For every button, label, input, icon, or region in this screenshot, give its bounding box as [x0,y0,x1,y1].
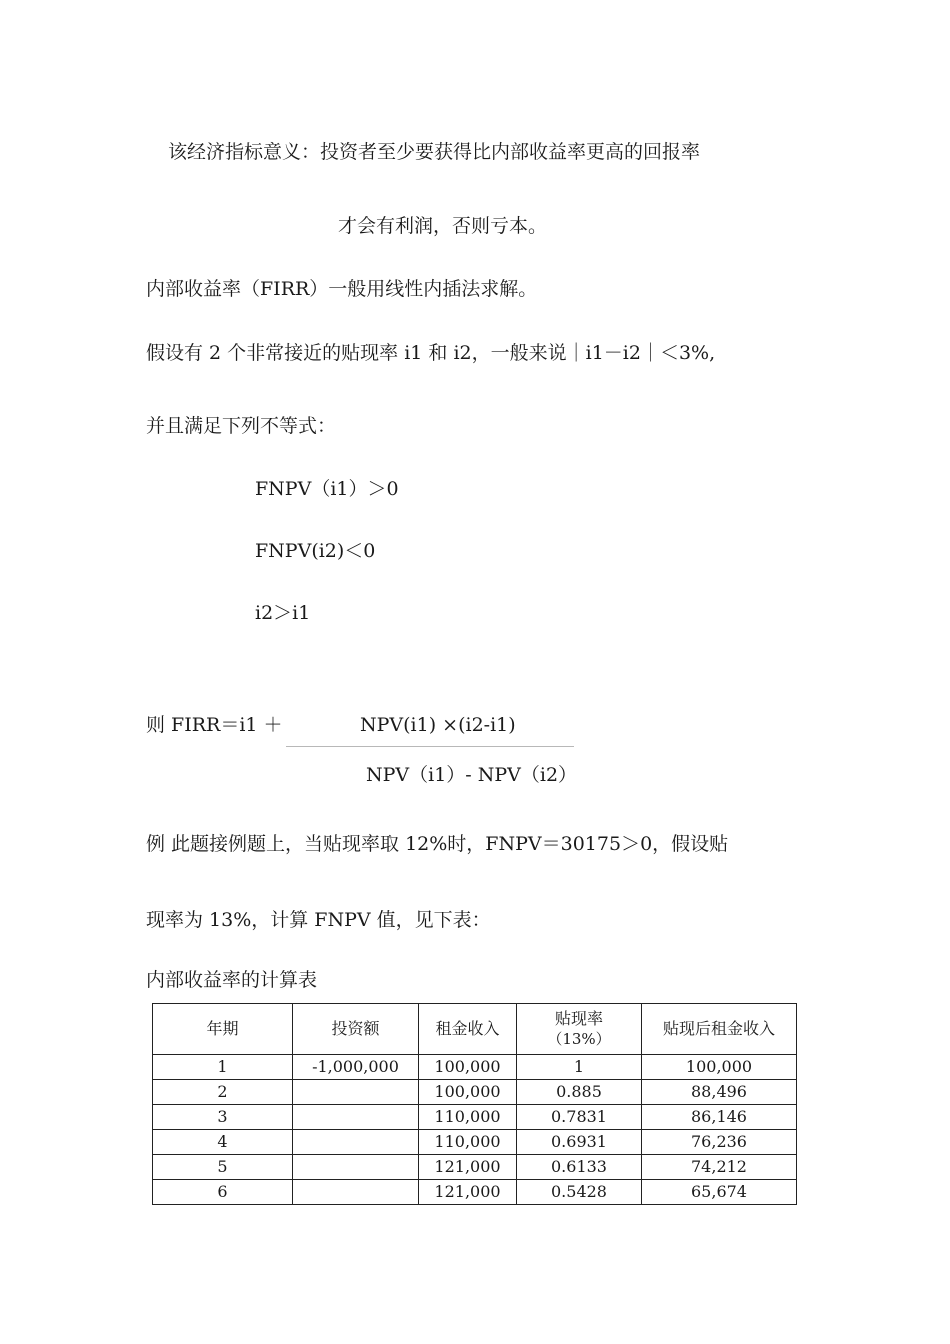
paragraph-assumption-line2: 并且满足下列不等式： [146,415,337,437]
table-row [153,1180,797,1205]
cell-rent: 121,000 [419,1180,517,1205]
header-investment: 投资额 [293,1004,419,1055]
cell-rent: 100,000 [419,1080,517,1105]
cell-investment [293,1180,419,1205]
table-row [153,1155,797,1180]
table-title: 内部收益率的计算表 [146,969,318,991]
table-header-row [153,1004,797,1055]
cell-discounted: 88,496 [642,1080,797,1105]
cell-rate: 1 [517,1055,642,1080]
table-row [153,1130,797,1155]
table-row [153,1080,797,1105]
paragraph-firr-method: 内部收益率（FIRR）一般用线性内插法求解。 [146,278,538,300]
cell-rate: 0.6133 [517,1155,642,1180]
paragraph-assumption-line1: 假设有 2 个非常接近的贴现率 i1 和 i2，一般来说｜i1－i2｜＜3%, [146,342,716,364]
cell-year: 1 [153,1055,293,1080]
cell-investment: -1,000,000 [293,1055,419,1080]
paragraph-example-line2: 现率为 13%，计算 FNPV 值，见下表： [146,909,491,931]
paragraph-example-line1: 例 此题接例题上，当贴现率取 12%时，FNPV＝30175＞0，假设贴 [146,833,729,855]
cell-rent: 110,000 [419,1105,517,1130]
condition-fnpv-i1: FNPV（i1）＞0 [255,478,399,500]
header-year: 年期 [153,1004,293,1055]
irr-calculation-table [152,1003,797,1205]
cell-year: 2 [153,1080,293,1105]
table-row [153,1105,797,1130]
header-rate [517,1004,642,1055]
table-row [153,1055,797,1080]
cell-rent: 100,000 [419,1055,517,1080]
cell-discounted: 76,236 [642,1130,797,1155]
paragraph-meaning-line2: 才会有利润，否则亏本。 [338,215,548,237]
cell-investment [293,1130,419,1155]
condition-i2-gt-i1: i2＞i1 [255,602,311,624]
cell-discounted: 86,146 [642,1105,797,1130]
header-rate-label: 贴现率 [554,1009,603,1028]
cell-investment [293,1155,419,1180]
cell-rate: 0.5428 [517,1180,642,1205]
formula-denominator: NPV（i1）- NPV（i2） [366,764,578,786]
header-rent: 租金收入 [419,1004,517,1055]
cell-investment [293,1080,419,1105]
condition-fnpv-i2: FNPV(i2)＜0 [255,540,376,562]
cell-discounted: 65,674 [642,1180,797,1205]
formula-numerator: NPV(i1) ×(i2-i1) [360,714,516,736]
cell-rent: 110,000 [419,1130,517,1155]
cell-rate: 0.7831 [517,1105,642,1130]
header-rate-sub: （13%） [547,1030,611,1048]
cell-rate: 0.6931 [517,1130,642,1155]
cell-rate: 0.885 [517,1080,642,1105]
cell-discounted: 74,212 [642,1155,797,1180]
paragraph-meaning-line1: 该经济指标意义：投资者至少要获得比内部收益率更高的回报率 [168,141,701,163]
cell-discounted: 100,000 [642,1055,797,1080]
cell-year: 3 [153,1105,293,1130]
cell-investment [293,1105,419,1130]
formula-lhs: 则 FIRR＝i1 ＋ [146,714,283,736]
cell-year: 4 [153,1130,293,1155]
fraction-bar [286,746,574,747]
header-discounted: 贴现后租金收入 [642,1004,797,1055]
cell-rent: 121,000 [419,1155,517,1180]
cell-year: 6 [153,1180,293,1205]
cell-year: 5 [153,1155,293,1180]
